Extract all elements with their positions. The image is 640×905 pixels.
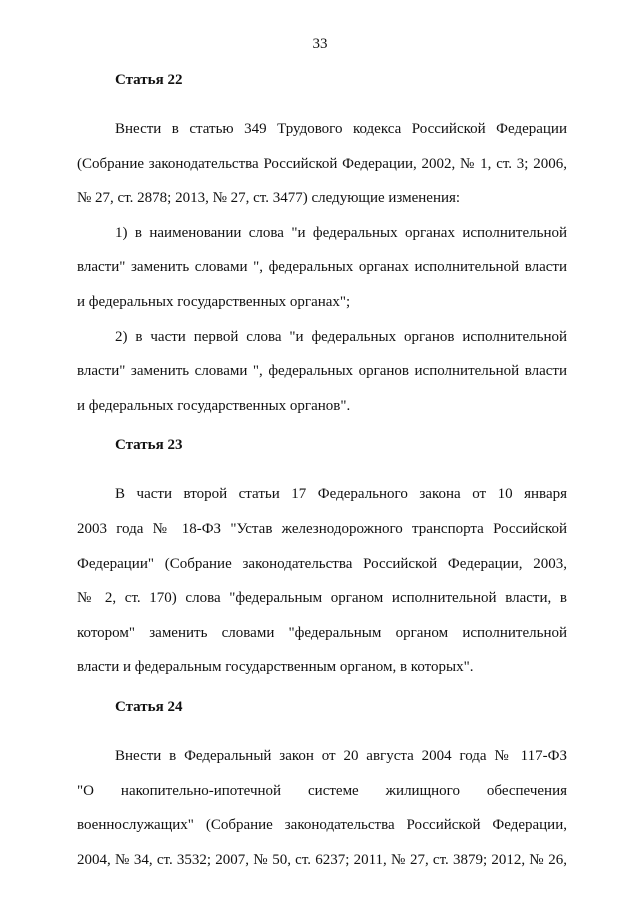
article-heading: Статья 23 [115, 437, 183, 454]
article-22 [77, 70, 567, 423]
paragraph [77, 216, 567, 320]
text-line: власти" заменить словами ", федеральных органах исполнительной власти [77, 259, 567, 276]
text-line: № 27, ст. 2878; 2013, № 27, ст. 3477) следующие изменения: [77, 190, 461, 207]
text-line: и федеральных государственных органов". [77, 397, 351, 414]
text-line: "О накопительно-ипотечной системе жилищного обеспечения [77, 782, 567, 799]
text-line: 1) в наименовании слова "и федеральных органах исполнительной [115, 224, 567, 241]
text-line: 2003 года № 18-ФЗ "Устав железнодорожного транспорта Российской [77, 520, 567, 537]
text-line: Внести в статью 349 Трудового кодекса Российской Федерации [115, 121, 567, 137]
paragraph [77, 320, 567, 424]
text-line: власти" заменить словами ", федеральных органов исполнительной власти [77, 363, 567, 380]
paragraph [77, 739, 567, 877]
paragraph [77, 112, 567, 216]
article-24 [77, 697, 567, 877]
text-line: (Собрание законодательства Российской Федерации, 2002, № 1, ст. 3; 2006, [77, 155, 567, 172]
article-heading: Статья 22 [115, 72, 183, 88]
document-body [77, 60, 567, 883]
text-line: В части второй статьи 17 Федерального закона от 10 января [115, 486, 567, 503]
text-line: Внести в Федеральный закон от 20 августа 2004 года № 117-ФЗ [115, 747, 567, 764]
article-heading: Статья 24 [115, 698, 183, 715]
text-line: и федеральных государственных органах"; [77, 293, 351, 310]
article-23 [77, 435, 567, 685]
text-line: котором" заменить словами "федеральным органом исполнительной [77, 624, 567, 641]
text-line: военнослужащих" (Собрание законодательства Российской Федерации, [77, 817, 567, 834]
paragraph [77, 477, 567, 685]
text-line: власти и федеральным государственным органом, в которых". [77, 659, 474, 676]
text-line: 2) в части первой слова "и федеральных органов исполнительной [115, 328, 567, 345]
text-line: Федерации" (Собрание законодательства Российской Федерации, 2003, [77, 555, 567, 572]
text-line: 2004, № 34, ст. 3532; 2007, № 50, ст. 6237; 2011, № 27, ст. 3879; 2012, № 26, [77, 851, 567, 868]
page-number: 33 [312, 36, 328, 52]
text-line: № 2, ст. 170) слова "федеральным органом исполнительной власти, в [77, 590, 567, 607]
